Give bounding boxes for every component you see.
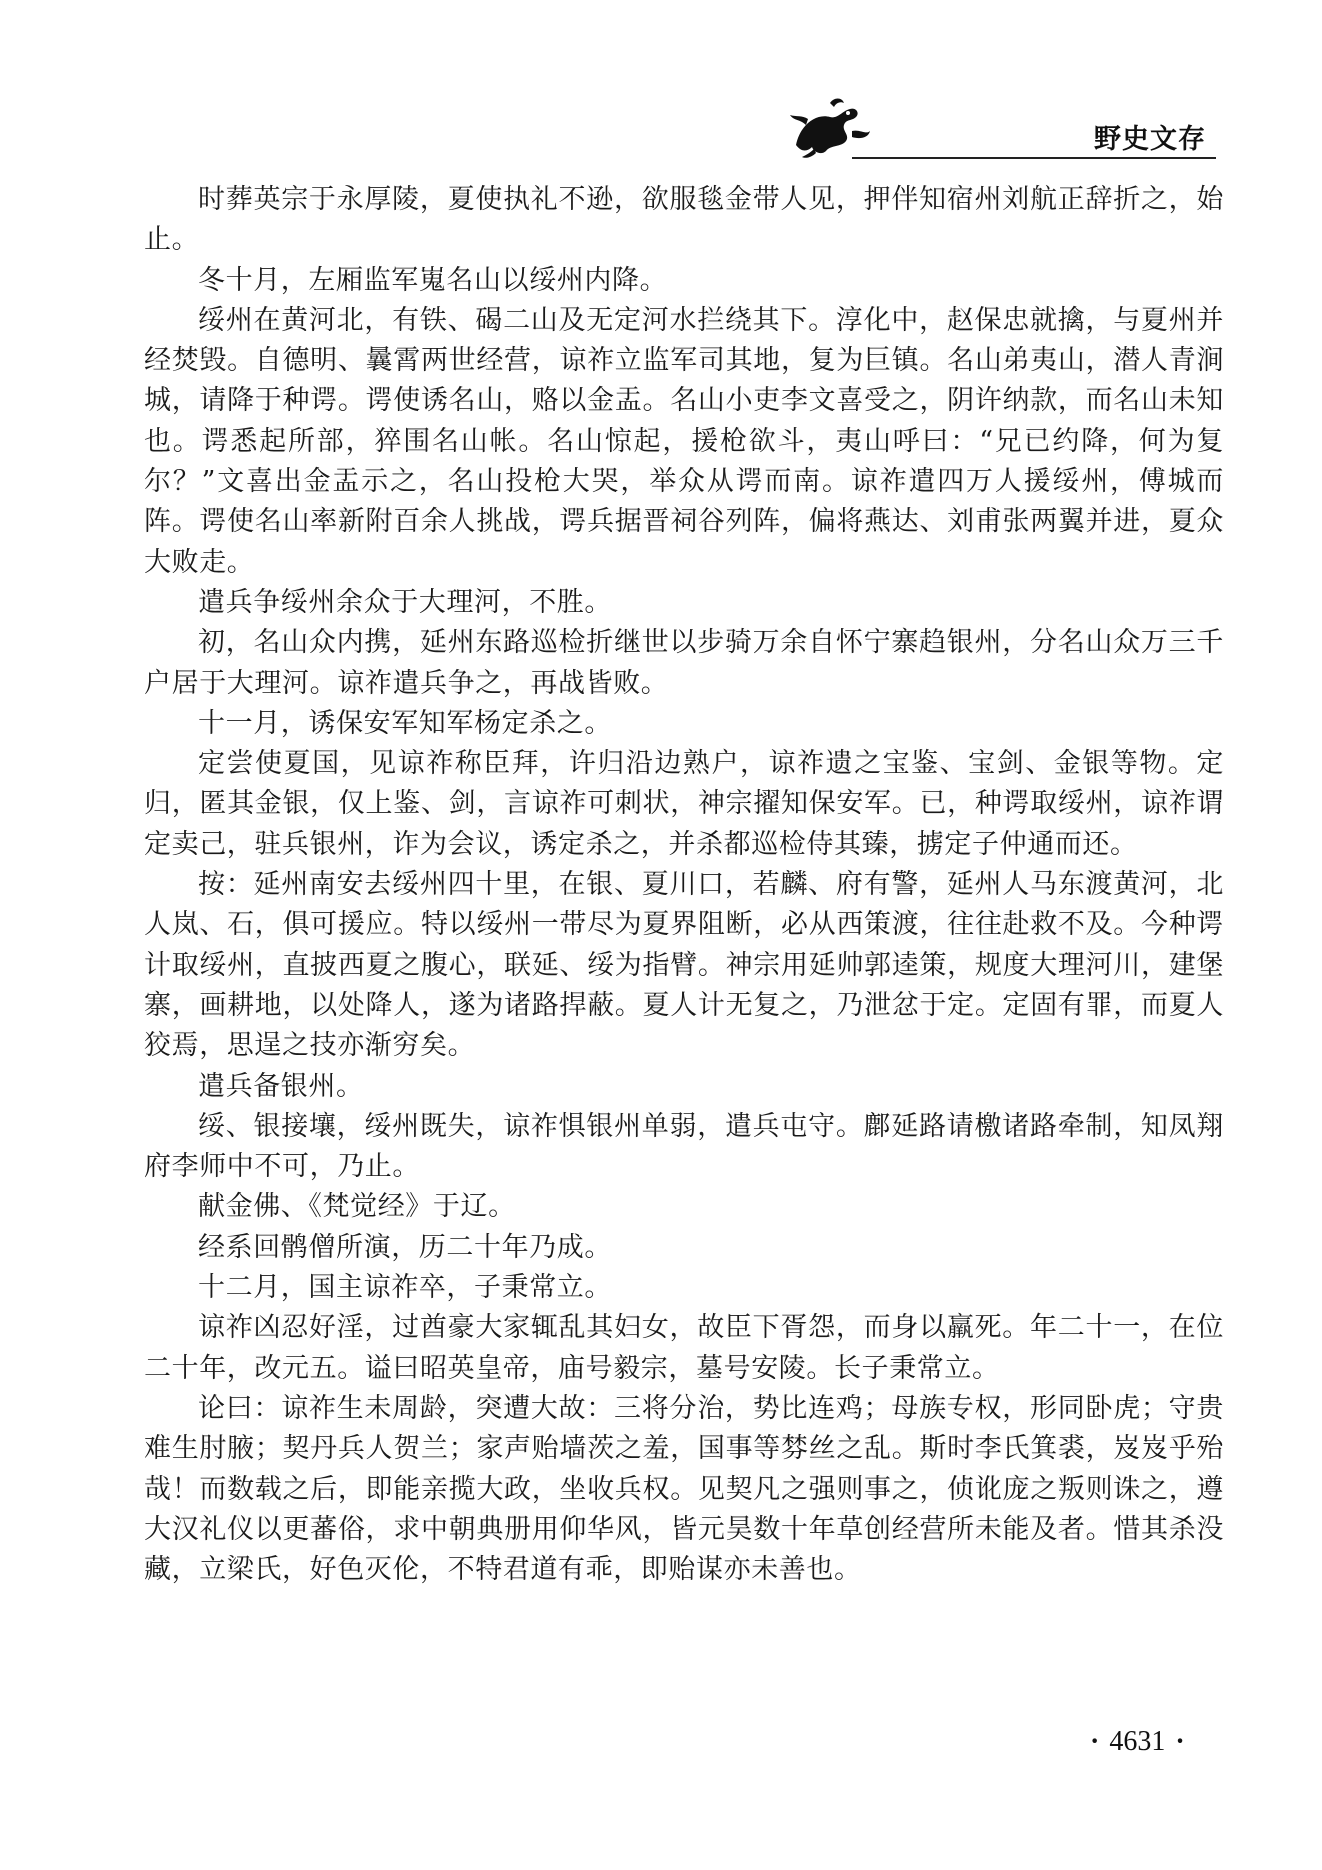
paragraph: 谅祚凶忍好淫，过酋豪大家辄乱其妇女，故臣下胥怨，而身以羸死。年二十一，在位二十年，改元五。谥曰昭英皇帝，庙号毅宗，墓号安陵。长子秉常立。 [144,1312,1224,1384]
paragraph: 经系回鹘僧所演，历二十年乃成。 [198,1231,612,1263]
paragraph: 献金佛、《梵觉经》于辽。 [198,1191,516,1223]
paragraph: 时葬英宗于永厚陵，夏使执礼不逊，欲服毯金带人见，押伴知宿州刘航正辞折之，始止。 [144,184,1224,256]
page-number [1080,1726,1195,1758]
paragraph: 初，名山众内携，延州东路巡检折继世以步骑万余自怀宁寨趋银州，分名山众万三千户居于大理河。谅祚遣兵争之，再战皆败。 [144,627,1224,699]
paragraph: 按：延州南安去绥州四十里，在银、夏川口，若麟、府有警，延州人马东渡黄河，北人岚、石，俱可援应。特以绥州一带尽为夏界阻断，必从西策渡，往往赴救不及。今种谔计取绥州，直披西夏之腹心，联延、绥为指臂。神宗用延帅郭逵策，规度大理河川，建堡寨，画耕地，以处降人，遂为诸路捍蔽。夏人计无复之，乃泄忿于定。定固有罪，而夏人狡焉，思逞之技亦渐穷矣。 [144,869,1224,1062]
paragraph: 定尝使夏国，见谅祚称臣拜，许归沿边熟户，谅祚遗之宝鉴、宝剑、金银等物。定归，匿其金银，仅上鉴、剑，言谅祚可刺状，神宗擢知保安军。已，种谔取绥州，谅祚谓定卖己，驻兵银州，诈为会议，诱定杀之，并杀都巡检侍其臻，掳定子仲通而还。 [144,748,1224,860]
book-title: 野史文存 [1094,124,1206,155]
paragraph: 绥、银接壤，绥州既失，谅祚惧银州单弱，遣兵屯守。鄜延路请檄诸路牵制，知凤翔府李师中不可，乃止。 [144,1110,1224,1183]
main-text [144,180,1224,1590]
page-number-dot-left: · [1090,1726,1100,1757]
running-header [786,95,1216,161]
paragraph: 绥州在黄河北，有铁、碣二山及无定河水拦绕其下。淳化中，赵保忠就擒，与夏州并经焚毁。自德明、曩霄两世经营，谅祚立监军司其地，复为巨镇。名山弟夷山，潜人青涧城，请降于种谔。谔使诱名山，赂以金盂。名山小吏李文喜受之，阴许纳款，而名山未知也。谔悉起所部，猝围名山帐。名山惊起，援枪欲斗，夷山呼曰：“兄已约降，何为复尔？”文喜出金盂示之，名山投枪大哭，举众从谔而南。谅祚遣四万人援绥州，傅城而阵。谔使名山率新附百余人挑战，谔兵据晋祠谷列阵，偏将燕达、刘甫张两翼并进，夏众大败走。 [144,304,1224,578]
page-number-value: 4631 [1109,1726,1166,1757]
paragraph: 十二月，国主谅祚卒，子秉常立。 [198,1272,612,1304]
page-number-dot-right: · [1175,1726,1185,1757]
dragon-emblem-icon [786,95,878,161]
header-rule [852,157,1216,159]
paragraph: 遣兵备银州。 [198,1070,364,1102]
paragraph: 十一月，诱保安军知军杨定杀之。 [198,707,612,739]
paragraph: 冬十月，左厢监军嵬名山以绥州内降。 [198,264,668,296]
paragraph: 遣兵争绥州余众于大理河，不胜。 [198,586,612,618]
paragraph: 论曰：谅祚生未周龄，突遭大故：三将分治，势比连鸡；母族专权，形同卧虎；守贵难生肘腋；契丹兵人贺兰；家声贻墙茨之羞，国事等棼丝之乱。斯时李氏箕裘，岌岌乎殆哉！而数载之后，即能亲揽大政，坐收兵权。见契凡之强则事之，侦讹庞之叛则诛之，遵大汉礼仪以更蕃俗，求中朝典册用仰华风，皆元昊数十年草创经营所未能及者。惜其杀没藏，立梁氏，好色灭伦，不特君道有乖，即贻谋亦未善也。 [144,1392,1224,1586]
